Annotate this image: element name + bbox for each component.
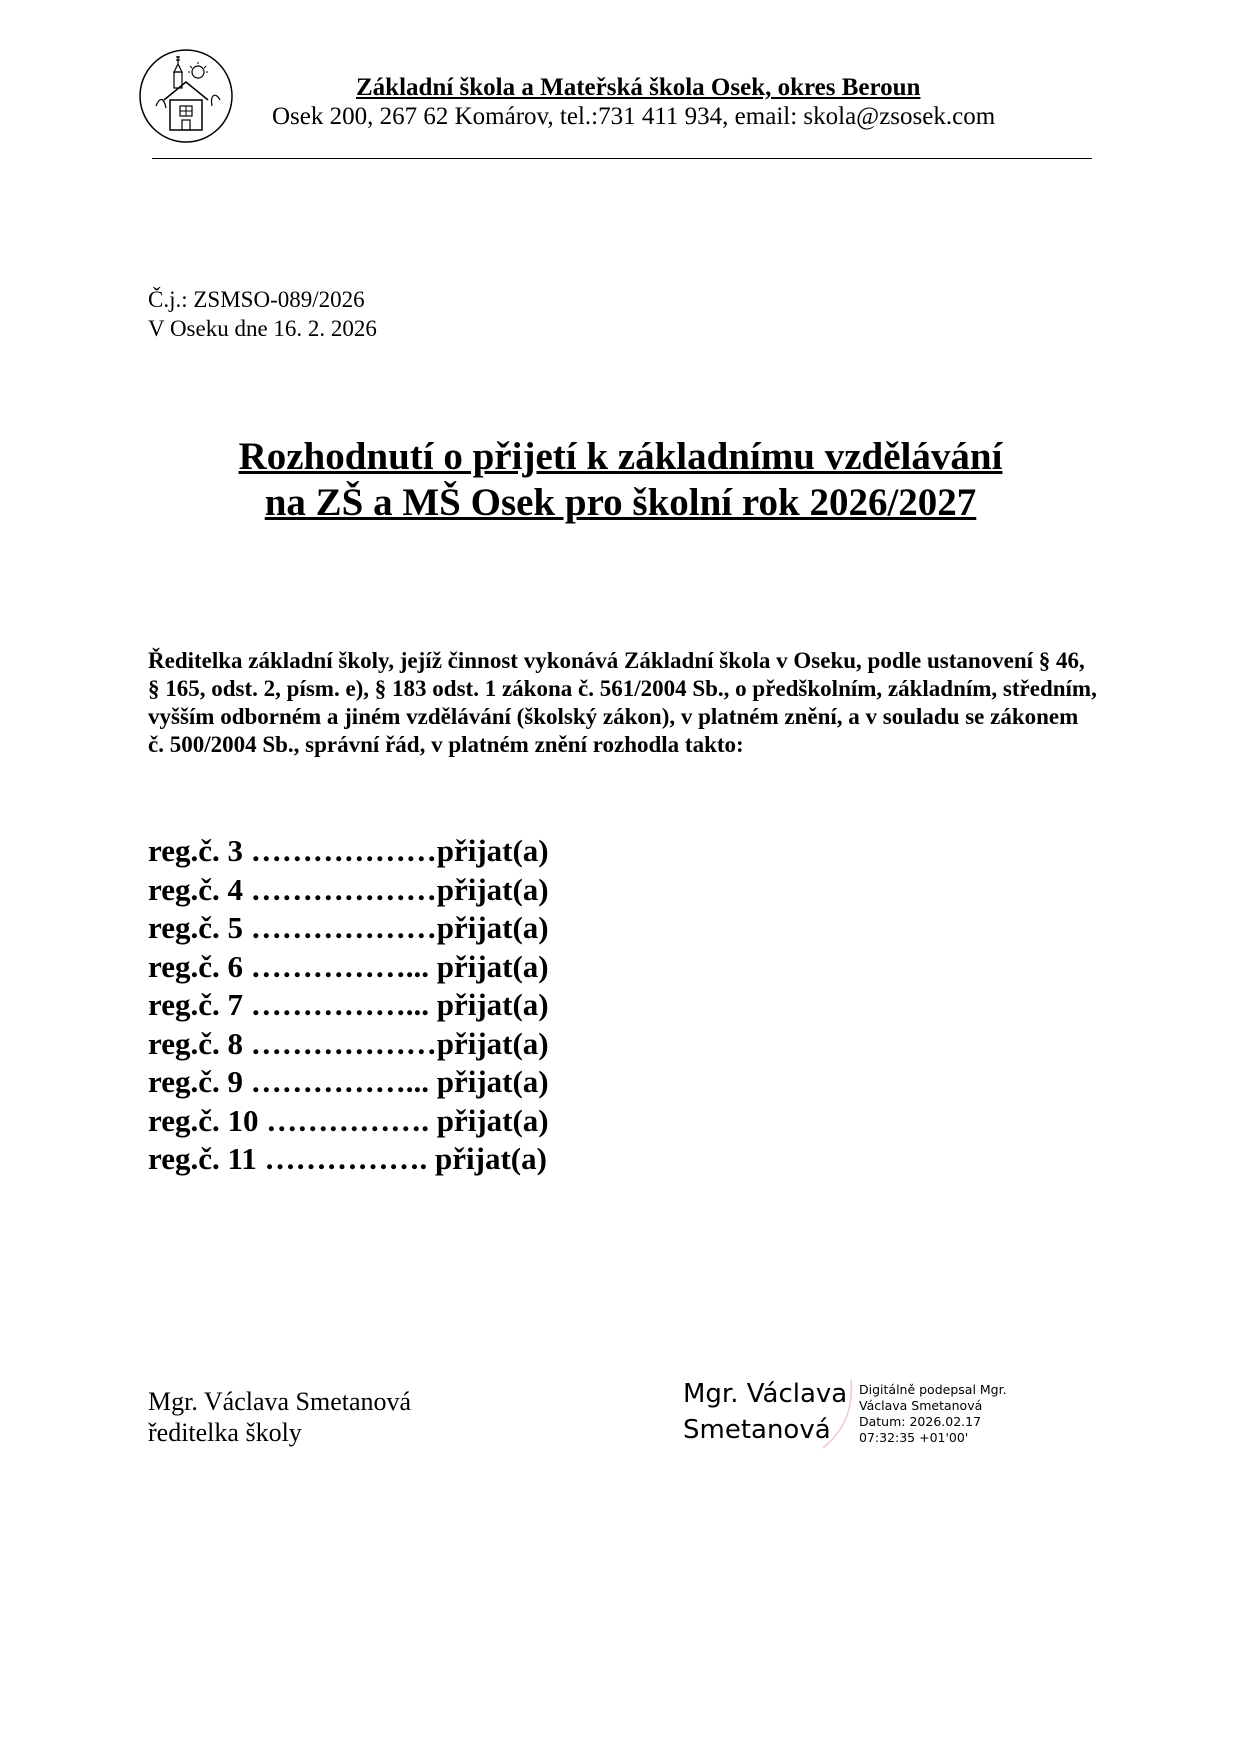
digital-signature-detail-line: Václava Smetanová (859, 1398, 983, 1413)
reference-date: V Oseku dne 16. 2. 2026 (148, 316, 377, 341)
school-logo (138, 48, 234, 144)
digital-signature-details (859, 1382, 1007, 1446)
school-address: Osek 200, 267 62 Komárov, tel.:731 411 934, email: skola@zsosek.com (272, 103, 996, 130)
decision-row: reg.č. 8 ………………přijat(a) (148, 1025, 549, 1061)
decision-row: reg.č. 9 ……………... přijat(a) (148, 1064, 549, 1099)
signature-swoosh-icon (813, 1376, 858, 1451)
decision-row: reg.č. 6 ……………... přijat(a) (148, 948, 549, 984)
digital-signature-detail-line: Digitálně podepsal Mgr. (859, 1382, 1007, 1397)
signer-role: ředitelka školy (148, 1418, 302, 1447)
decision-row: reg.č. 5 ………………přijat(a) (148, 910, 549, 945)
document-title-line-2: na ZŠ a MŠ Osek pro školní rok 2026/2027 (264, 481, 977, 524)
decision-row: reg.č. 3 ………………přijat(a) (148, 833, 549, 868)
document-title-line-1: Rozhodnutí o přijetí k základnímu vzdělávání (238, 435, 1003, 478)
header-divider (152, 158, 1092, 159)
digital-signature-detail-line: Datum: 2026.02.17 (859, 1414, 982, 1429)
digital-signature-name-line-1: Mgr. Václava (683, 1379, 848, 1409)
decision-row: reg.č. 11 ……………. přijat(a) (148, 1141, 547, 1176)
school-name: Základní škola a Mateřská škola Osek, okres Beroun (356, 74, 921, 101)
decision-row: reg.č. 4 ………………přijat(a) (148, 871, 549, 907)
decision-row: reg.č. 10 ……………. přijat(a) (148, 1102, 549, 1138)
document-title (0, 434, 1241, 526)
signer-name: Mgr. Václava Smetanová (148, 1387, 412, 1416)
decision-list (148, 832, 549, 1179)
reference-number: Č.j.: ZSMSO-089/2026 (148, 287, 365, 312)
decision-row: reg.č. 7 ……………... přijat(a) (148, 987, 549, 1022)
digital-signature-detail-line: 07:32:35 +01'00' (859, 1430, 969, 1445)
decision-statement: Ředitelka základní školy, jejíž činnost vykonává Základní škola v Oseku, podle ustanovení § 46, § 165, odst. 2, písm. e), § 183 odst. 1 zákona č. 561/2004 Sb., o předškolním, základním, středním, vyšším odborném a jiném vzdělávání (školský zákon), v platném znění, a v souladu se zákonem č. 500/2004 Sb., správní řád, v platném znění rozhodla takto: (148, 648, 1097, 757)
digital-signature-name-line-2: Smetanová (683, 1415, 831, 1445)
